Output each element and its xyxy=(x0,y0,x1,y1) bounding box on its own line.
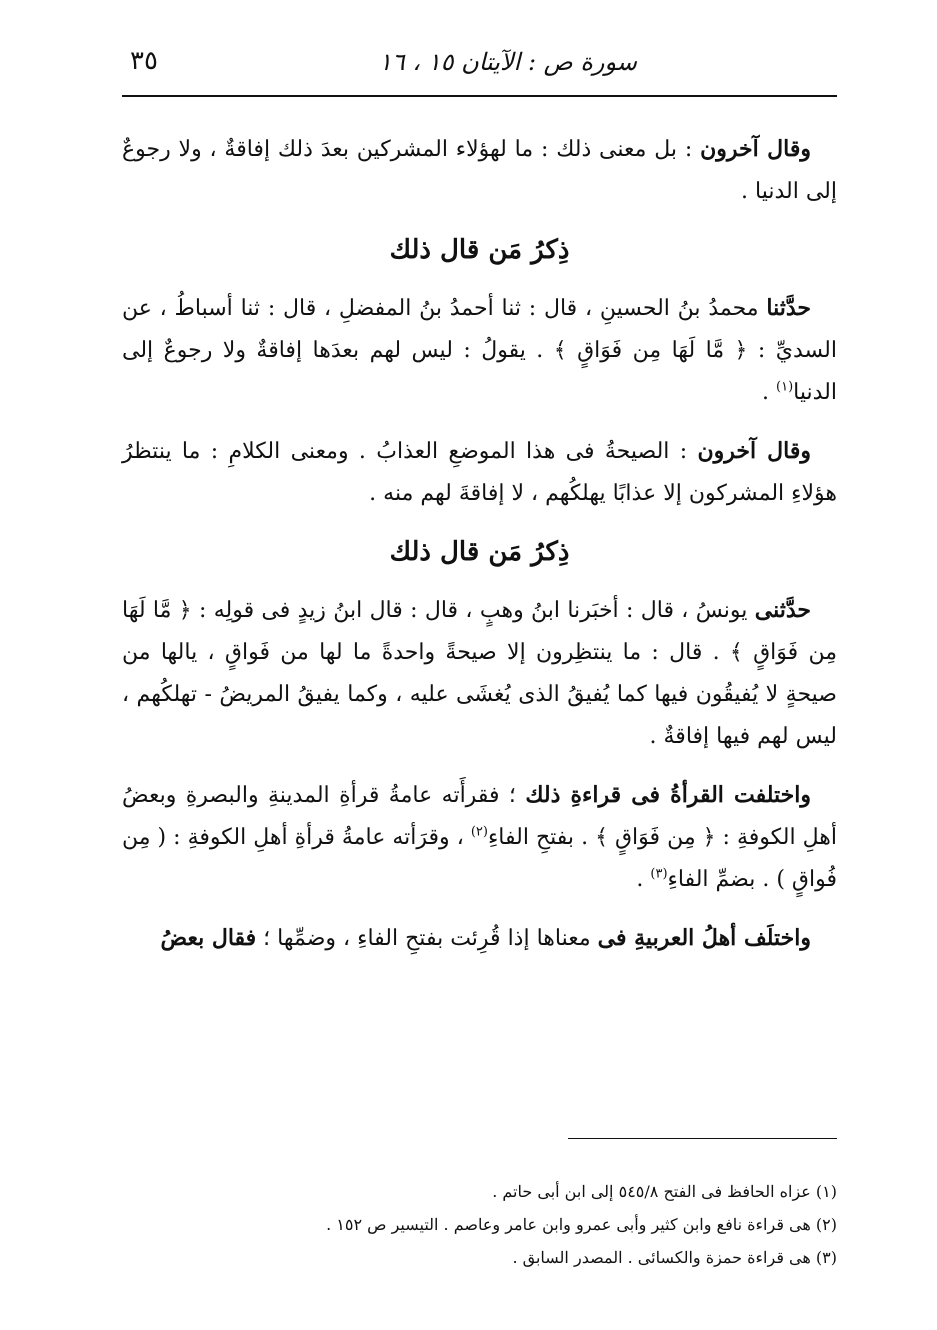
paragraph-text: ؛ فقرأَته عامةُ قرأةِ المدينةِ والبصرةِ وبعضُ أهلِ الكوفةِ : ﴿ مِن فَوَاقٍ ﴾ . بفتحِ الفاءِ xyxy=(122,783,837,850)
footnotes xyxy=(122,1175,837,1274)
footnote-ref[interactable]: (١) xyxy=(776,379,794,395)
paragraph-text: محمدُ بنُ الحسينِ ، قال : ثنا أحمدُ بنُ المفضلِ ، قال : ثنا أسباطُ ، عن السديِّ : ﴿ مَّا لَهَا مِن فَوَاقٍ ﴾ . يقولُ : ليس لهم بعدَها إفاقةٌ ولا رجوعٌ إلى الدنيا xyxy=(122,296,837,405)
footnote-ref[interactable]: (٢) xyxy=(470,824,488,840)
paragraph-lead: وقال آخرون xyxy=(700,136,811,162)
paragraph-text: ، وقرَأته عامةُ قرأةِ أهلِ الكوفةِ : ( مِن فُواقٍ ) . بضمِّ الفاءِ xyxy=(122,825,837,892)
paragraph-text: يونسُ ، قال : أخبَرنا ابنُ وهبٍ ، قال : قال ابنُ زيدٍ فى قولِه : ﴿ مَّا لَهَا مِن فَوَاقٍ ﴾ . قال : ما ينتظِرون إلا صيحةً واحدةً ما لها من فَواقٍ ، يالها من صيحةٍ لا يُفيقُون فيها كما يُفيقُ الذى يُغشَى عليه ، وكما يفيقُ المريضُ - تهلكُهم ، ليس لهم فيها إفاقةٌ . xyxy=(122,598,837,749)
running-title: سورة ص : الآيتان ١٥ ، ١٦ xyxy=(378,48,637,76)
main-text xyxy=(122,128,837,976)
paragraph-text: : الصيحةُ فى هذا الموضعِ العذابُ . ومعنى الكلامِ : ما ينتظرُ هؤلاءِ المشركون إلا عذابًا يهلكُهم ، لا إفاقةَ لهم منه . xyxy=(122,439,837,506)
paragraph-text: معناها إذا قُرِئت بفتحِ الفاءِ ، وضمِّها ؛ xyxy=(256,926,598,951)
paragraph-lead: حدَّثنا xyxy=(766,295,811,321)
paragraph-1 xyxy=(122,128,837,213)
footnote-2: (٢) هى قراءة نافع وابن كثير وأبى عمرو وابن عامر وعاصم . التيسير ص ١٥٢ . xyxy=(326,1215,837,1234)
footnote-ref[interactable]: (٣) xyxy=(650,866,668,882)
paragraph-3 xyxy=(122,430,837,515)
footnote-3: (٣) هى قراءة حمزة والكسائى . المصدر السابق . xyxy=(512,1248,837,1267)
paragraph-lead: وقال آخرون xyxy=(697,438,811,464)
page-number: ٣٥ xyxy=(130,46,158,76)
footnote-rule xyxy=(568,1138,837,1139)
paragraph-6 xyxy=(122,917,837,960)
paragraph-5 xyxy=(122,774,837,901)
footnote-1: (١) عزاه الحافظ فى الفتح ٥٤٥/٨ إلى ابن أبى حاتم . xyxy=(492,1182,837,1201)
paragraph-text: : بل معنى ذلك : ما لهؤلاء المشركين بعدَ ذلك إفاقةٌ ، ولا رجوعٌ إلى الدنيا . xyxy=(122,137,837,204)
paragraph-tail: فقال بعضُ xyxy=(160,925,257,951)
running-header xyxy=(122,42,837,90)
paragraph-lead: حدَّثنى xyxy=(754,597,811,623)
header-rule xyxy=(122,95,837,97)
paragraph-end: . xyxy=(636,867,651,892)
paragraph-lead: واختلَف أهلُ العربيةِ فى xyxy=(597,925,811,951)
paragraph-end: . xyxy=(762,380,777,405)
paragraph-4 xyxy=(122,589,837,758)
paragraph-2 xyxy=(122,287,837,414)
paragraph-lead: واختلفت القرأةُ فى قراءةِ ذلك xyxy=(525,782,811,808)
section-heading: ذِكرُ مَن قال ذلك xyxy=(389,235,570,265)
section-heading: ذِكرُ مَن قال ذلك xyxy=(389,537,570,567)
